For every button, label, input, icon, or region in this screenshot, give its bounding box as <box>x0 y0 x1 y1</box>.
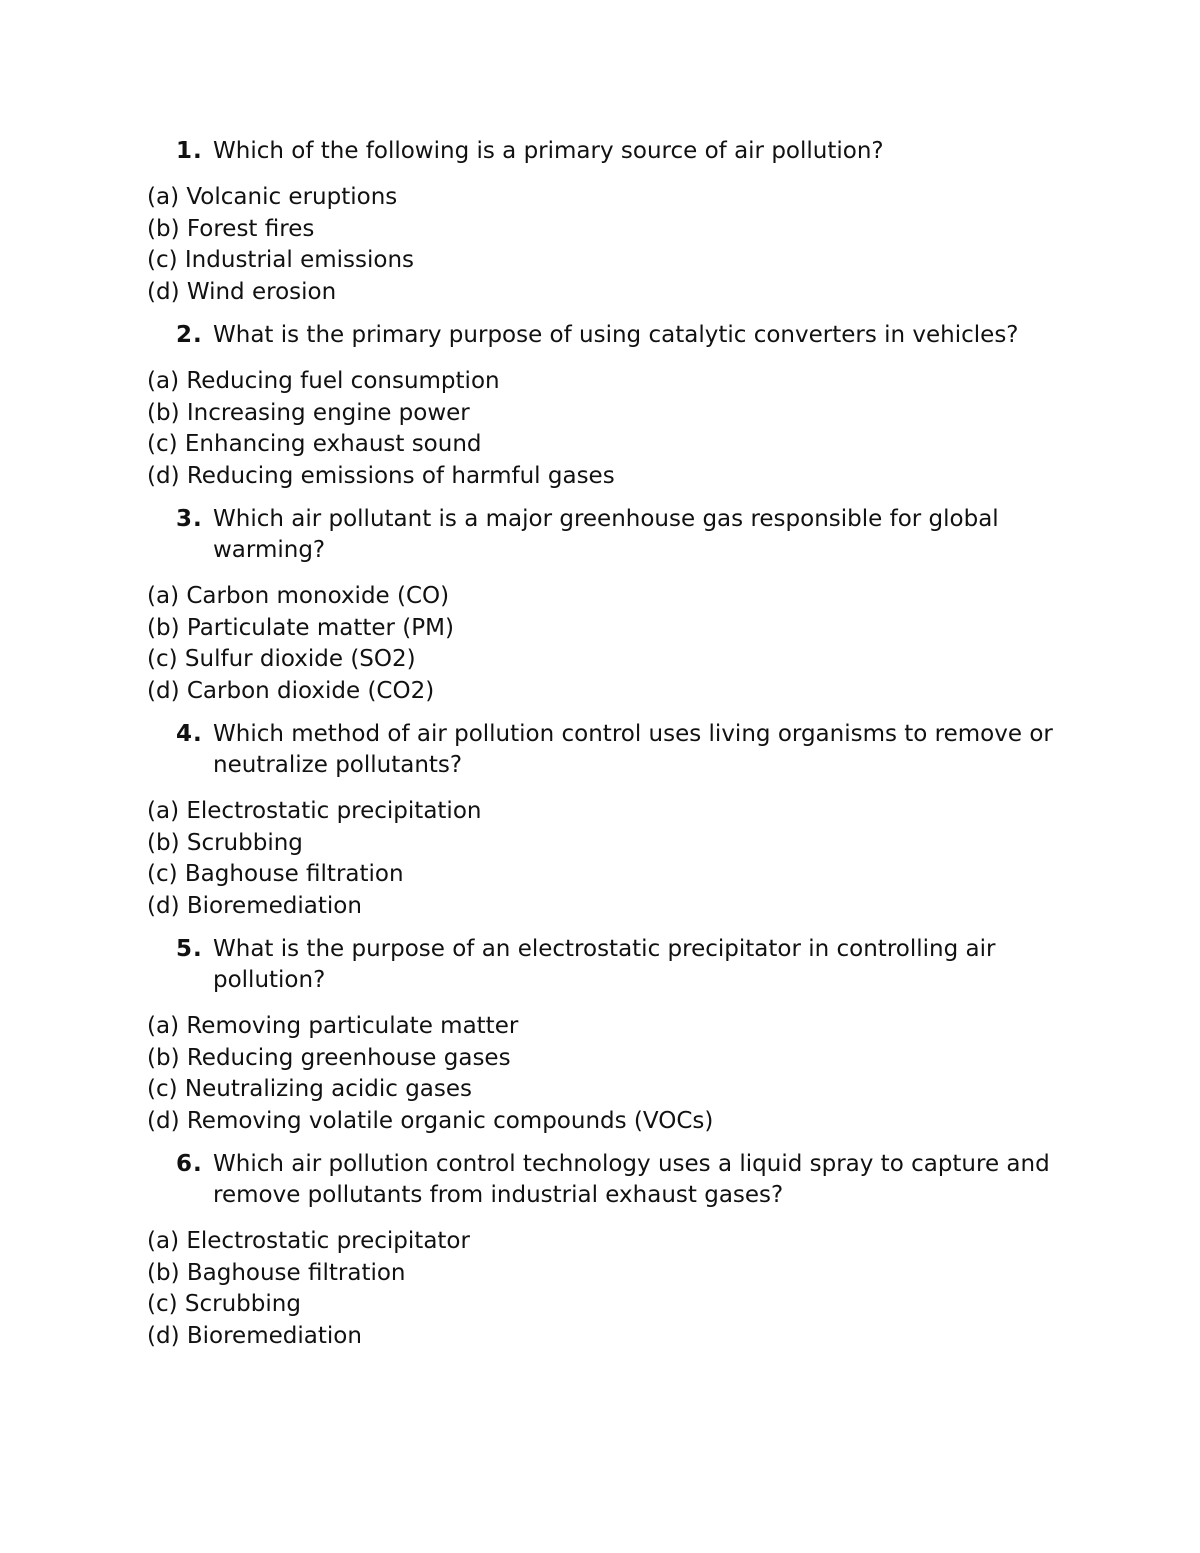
question-text: Which air pollutant is a major greenhouse gas responsible for global warming? <box>213 506 999 563</box>
question-stem <box>147 1149 1087 1211</box>
question-4 <box>147 719 1087 922</box>
question-number: 6. <box>176 1151 203 1177</box>
answer-option: (d) Bioremediation <box>147 892 362 919</box>
answer-option: (d) Carbon dioxide (CO2) <box>147 677 435 704</box>
question-text: Which method of air pollution control uses living organisms to remove or neutralize pollutants? <box>213 721 1053 778</box>
question-text: What is the purpose of an electrostatic precipitator in controlling air pollution? <box>213 936 996 993</box>
answer-option: (c) Scrubbing <box>147 1291 301 1317</box>
answer-option: (b) Increasing engine power <box>147 399 470 426</box>
answer-option: (a) Volcanic eruptions <box>147 184 398 210</box>
question-list <box>147 136 1087 1364</box>
answer-option: (b) Scrubbing <box>147 829 303 856</box>
question-6 <box>147 1149 1087 1352</box>
question-number: 1. <box>176 138 203 164</box>
question-text: Which air pollution control technology uses a liquid spray to capture and remove pollutants from industrial exhaust gases? <box>213 1151 1050 1208</box>
question-stem <box>147 504 1087 566</box>
question-number: 3. <box>176 506 203 532</box>
answer-option: (c) Industrial emissions <box>147 247 415 273</box>
answer-option: (b) Reducing greenhouse gases <box>147 1044 511 1071</box>
answer-option: (a) Electrostatic precipitation <box>147 798 482 824</box>
answer-option: (b) Particulate matter (PM) <box>147 614 454 641</box>
question-stem <box>147 320 1087 351</box>
answer-option: (d) Bioremediation <box>147 1322 362 1349</box>
question-text: Which of the following is a primary source of air pollution? <box>213 138 884 164</box>
question-1 <box>147 136 1087 308</box>
question-5 <box>147 934 1087 1137</box>
question-stem <box>147 136 1087 167</box>
question-number: 4. <box>176 721 203 747</box>
answer-option: (a) Electrostatic precipitator <box>147 1228 470 1254</box>
question-stem <box>147 934 1087 996</box>
answer-option: (a) Removing particulate matter <box>147 1013 519 1039</box>
answer-option: (c) Neutralizing acidic gases <box>147 1076 473 1102</box>
answer-option: (d) Removing volatile organic compounds (VOCs) <box>147 1107 714 1134</box>
question-text: What is the primary purpose of using catalytic converters in vehicles? <box>213 322 1019 348</box>
answer-option: (b) Forest fires <box>147 215 315 242</box>
question-stem <box>147 719 1087 781</box>
answer-option: (a) Carbon monoxide (CO) <box>147 583 450 609</box>
question-2 <box>147 320 1087 492</box>
answer-option: (c) Sulfur dioxide (SO2) <box>147 646 416 672</box>
answer-option: (b) Baghouse filtration <box>147 1259 406 1286</box>
answer-option: (c) Enhancing exhaust sound <box>147 431 482 457</box>
question-number: 5. <box>176 936 203 962</box>
answer-option: (a) Reducing fuel consumption <box>147 368 500 394</box>
answer-option: (c) Baghouse filtration <box>147 861 404 887</box>
question-number: 2. <box>176 322 203 348</box>
question-3 <box>147 504 1087 707</box>
answer-option: (d) Wind erosion <box>147 278 337 305</box>
answer-option: (d) Reducing emissions of harmful gases <box>147 462 615 489</box>
